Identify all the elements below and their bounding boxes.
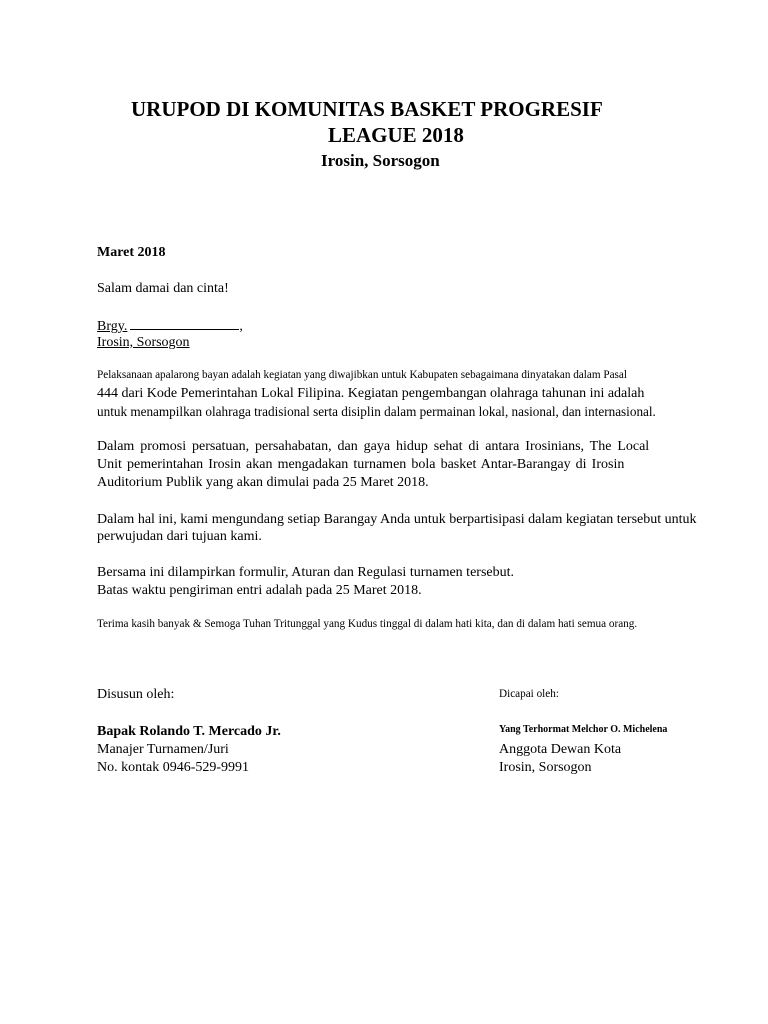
brgy-label: Brgy. bbox=[97, 319, 128, 334]
paragraph-2-line-3: Auditorium Publik yang akan dimulai pada 25 Maret 2018. bbox=[97, 475, 429, 490]
paragraph-1-line-1: Pelaksanaan apalarong bayan adalah kegiatan yang diwajibkan untuk Kabupaten sebagaimana dinyatakan dalam Pasal bbox=[97, 369, 627, 381]
approved-by-name: Yang Terhormat Melchor O. Michelena bbox=[499, 724, 668, 735]
brgy-comma: , bbox=[239, 319, 243, 334]
prepared-by-contact: No. kontak 0946-529-9991 bbox=[97, 760, 250, 775]
approved-by-role: Anggota Dewan Kota bbox=[499, 742, 622, 757]
paragraph-2-line-2: Unit pemerintahan Irosin akan mengadakan turnamen bola basket Antar-Barangay di Irosin bbox=[97, 457, 625, 472]
recipient-brgy bbox=[97, 318, 243, 335]
letter-location: Irosin, Sorsogon bbox=[321, 151, 440, 170]
letter-date: Maret 2018 bbox=[97, 245, 166, 260]
paragraph-4-line-2: Batas waktu pengiriman entri adalah pada 25 Maret 2018. bbox=[97, 583, 422, 598]
prepared-by-name: Bapak Rolando T. Mercado Jr. bbox=[97, 724, 281, 739]
letter-title-line1: URUPOD DI KOMUNITAS BASKET PROGRESIF bbox=[131, 97, 603, 121]
approved-by-label: Dicapai oleh: bbox=[499, 688, 559, 700]
brgy-blank-line bbox=[130, 318, 239, 330]
recipient-town: Irosin, Sorsogon bbox=[97, 335, 190, 350]
letter-title-line2: LEAGUE 2018 bbox=[328, 123, 464, 147]
paragraph-2-line-1: Dalam promosi persatuan, persahabatan, dan gaya hidup sehat di antara Irosinians, The Local bbox=[97, 439, 650, 454]
paragraph-1-line-3: untuk menampilkan olahraga tradisional serta disiplin dalam permainan lokal, nasional, dan internasional. bbox=[97, 404, 656, 419]
closing-blessing: Terima kasih banyak & Semoga Tuhan Tritunggal yang Kudus tinggal di dalam hati kita, dan di dalam hati semua orang. bbox=[97, 618, 638, 630]
prepared-by-role: Manajer Turnamen/Juri bbox=[97, 742, 229, 757]
paragraph-3-line-2: perwujudan dari tujuan kami. bbox=[97, 529, 262, 544]
greeting: Salam damai dan cinta! bbox=[97, 281, 229, 296]
prepared-by-label: Disusun oleh: bbox=[97, 687, 175, 702]
paragraph-4-line-1: Bersama ini dilampirkan formulir, Aturan dan Regulasi turnamen tersebut. bbox=[97, 565, 514, 580]
approved-by-place: Irosin, Sorsogon bbox=[499, 760, 592, 775]
paragraph-3-line-1: Dalam hal ini, kami mengundang setiap Barangay Anda untuk berpartisipasi dalam kegiatan tersebut untuk bbox=[97, 512, 697, 527]
paragraph-1-line-2: 444 dari Kode Pemerintahan Lokal Filipina. Kegiatan pengembangan olahraga tahunan ini adalah bbox=[97, 386, 645, 401]
